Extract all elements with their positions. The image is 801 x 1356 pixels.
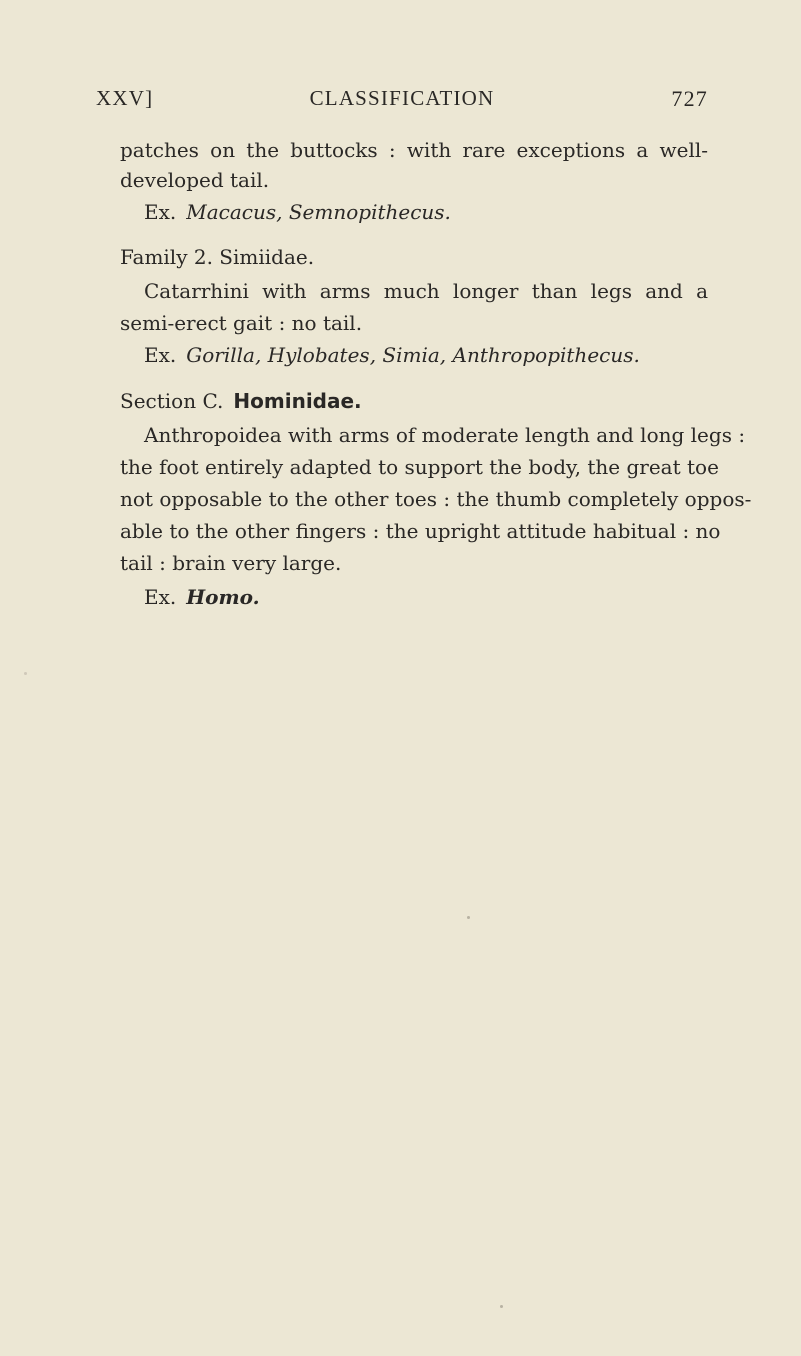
text-line: semi-erect gait : no tail.: [120, 311, 363, 335]
example-genera: Homo.: [186, 585, 260, 609]
text-line: tail : brain very large.: [120, 551, 342, 575]
text-line: Anthropoidea with arms of moderate length and long legs :: [144, 423, 746, 447]
example-line: [144, 195, 708, 229]
text-line: able to the other fingers : the upright attitude habitual : no: [120, 519, 721, 543]
family-heading: Family 2. Simiidae.: [120, 245, 315, 269]
example-prefix: Ex.: [144, 343, 177, 367]
paper-speck: [500, 1305, 503, 1308]
paper-speck: [467, 916, 470, 919]
section-heading: [120, 384, 708, 418]
text-line: Catarrhini with arms much longer than legs and a: [144, 279, 708, 303]
example-line: [144, 338, 708, 372]
text-line: the foot entirely adapted to support the body, the great toe: [120, 455, 719, 479]
example-prefix: Ex.: [144, 200, 177, 224]
example-genera: Gorilla, Hylobates, Simia, Anthropopithecus.: [186, 343, 640, 367]
text-line: not opposable to the other toes : the thumb completely oppos-: [120, 487, 752, 511]
example-genera: Macacus, Semnopithecus.: [186, 200, 451, 224]
running-header: [96, 86, 708, 116]
section-title: Hominidae.: [233, 389, 362, 413]
page-number: 727: [671, 86, 708, 111]
example-prefix: Ex.: [144, 585, 177, 609]
text-line: patches on the buttocks : with rare exceptions a well-: [120, 138, 708, 162]
chapter-number: XXV]: [96, 86, 154, 110]
section-label: Section C.: [120, 389, 224, 413]
example-line: [144, 580, 708, 614]
paper-speck: [24, 672, 27, 675]
running-title: CLASSIFICATION: [309, 86, 495, 110]
text-line: developed tail.: [120, 168, 270, 192]
